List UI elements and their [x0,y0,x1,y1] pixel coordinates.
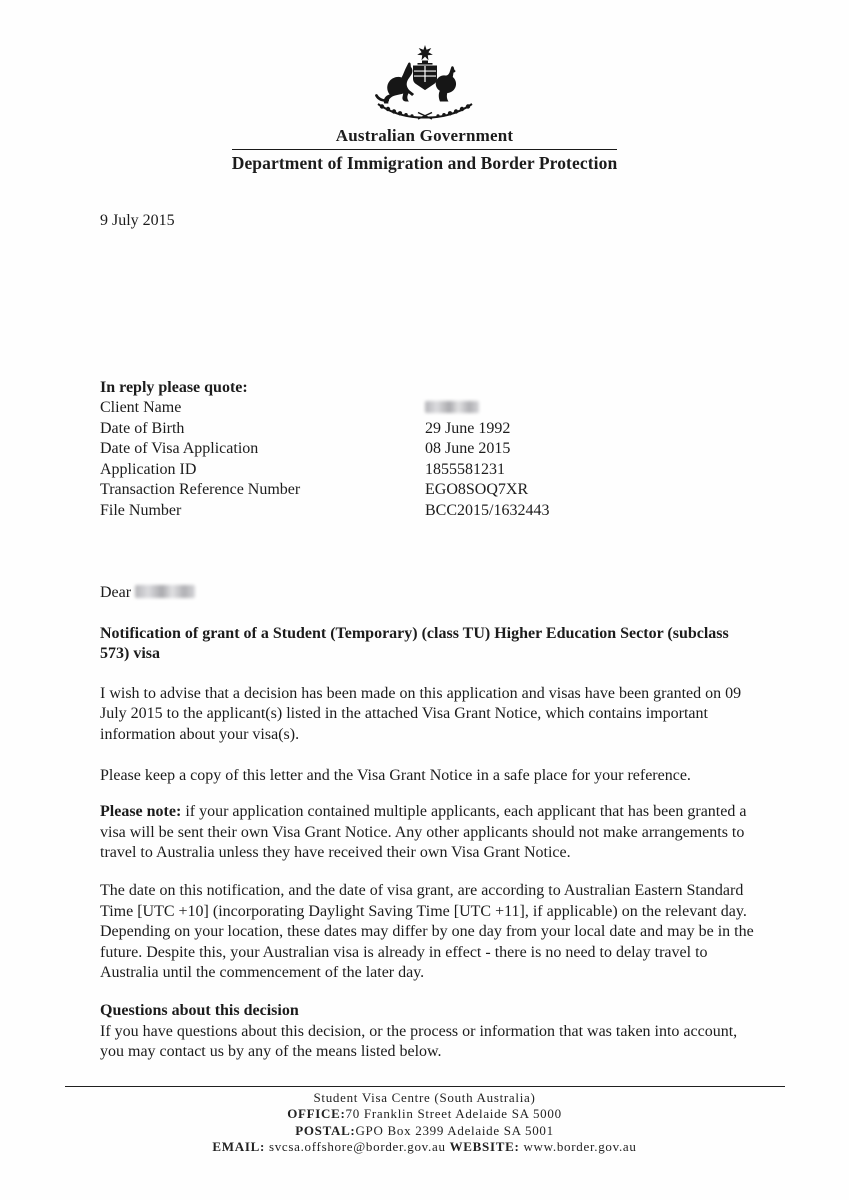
paragraph-keep-copy: Please keep a copy of this letter and the Visa Grant Notice in a safe place for your reference. [100,766,691,784]
please-note-text: if your application contained multiple applicants, each applicant that has been granted a visa will be sent their own Visa Grant Notice. Any other applicants should not make arrangements to travel to Australia unless they have received their own Visa Grant Notice. [100,803,747,862]
reference-label: Application ID [100,460,197,478]
questions-text: If you have questions about this decision, or the process or information that was taken into account, you may contact us by any of the means listed below. [100,1022,738,1061]
questions-heading: Questions about this decision [100,1001,299,1019]
please-note-label: Please note: [100,803,182,821]
reference-block [100,378,762,522]
letterhead [0,0,849,174]
salutation-line [100,583,762,604]
reference-value: 08 June 2015 [425,440,511,458]
reference-label: Client Name [100,399,182,417]
australian-coat-of-arms-icon [366,44,484,122]
reference-value: EGO8SOQ7XR [425,481,529,499]
postal-value: GPO Box 2399 Adelaide SA 5001 [355,1122,554,1138]
redacted-recipient-name [135,585,195,598]
reference-block-title: In reply please quote: [100,378,248,396]
footer-divider [65,1086,785,1087]
office-label: OFFICE: [287,1106,346,1122]
reference-value: BCC2015/1632443 [425,501,550,519]
reference-label: File Number [100,501,182,519]
footer-postal-line [0,1123,849,1139]
reference-row-client-name [100,398,762,419]
department-title: Department of Immigration and Border Protection [232,149,618,173]
reference-row-application-id [100,460,762,481]
reference-value [425,398,762,419]
footer-centre-name: Student Visa Centre (South Australia) [313,1090,536,1105]
subject-heading: Notification of grant of a Student (Temporary) (class TU) Higher Education Sector (subclass 573) visa [100,624,729,663]
reference-row-visa-application-date [100,439,762,460]
footer-office-line [0,1106,849,1122]
letter-date: 9 July 2015 [100,211,175,229]
salutation-text: Dear [100,584,132,602]
email-label: EMAIL: [212,1138,265,1154]
redacted-client-name [425,401,479,413]
reference-value: 1855581231 [425,460,505,478]
reference-label: Date of Birth [100,419,185,437]
reference-row-date-of-birth [100,419,762,440]
reference-label: Transaction Reference Number [100,481,301,499]
email-value: svcsa.offshore@border.gov.au [268,1138,446,1154]
reference-value: 29 June 1992 [425,419,511,437]
postal-label: POSTAL: [295,1122,356,1138]
paragraph-timezone-dates: The date on this notification, and the date of visa grant, are according to Australian Eastern Standard Time [UTC +10] (incorporating Daylight Saving Time [UTC +11], if applicable) on the relevant day. Depending on your location, these dates may differ by one day from your local date and may be in the future. Despite this, your Australian visa is already in effect - there is no need to delay travel to Australia until the commencement of the later day. [100,881,754,982]
reference-label: Date of Visa Application [100,440,259,458]
paragraph-please-note [100,802,762,864]
website-label: WEBSITE: [449,1138,520,1154]
website-value: www.border.gov.au [523,1138,637,1154]
government-title: Australian Government [335,126,514,145]
reference-row-transaction-reference [100,480,762,501]
paragraph-decision: I wish to advise that a decision has been made on this application and visas have been granted on 09 July 2015 to the applicant(s) listed in the attached Visa Grant Notice, which contains important information about your visa(s). [100,684,742,743]
footer [0,1086,849,1155]
footer-contact-line [0,1139,849,1155]
office-value: 70 Franklin Street Adelaide SA 5000 [345,1106,562,1122]
reference-row-file-number [100,501,762,522]
